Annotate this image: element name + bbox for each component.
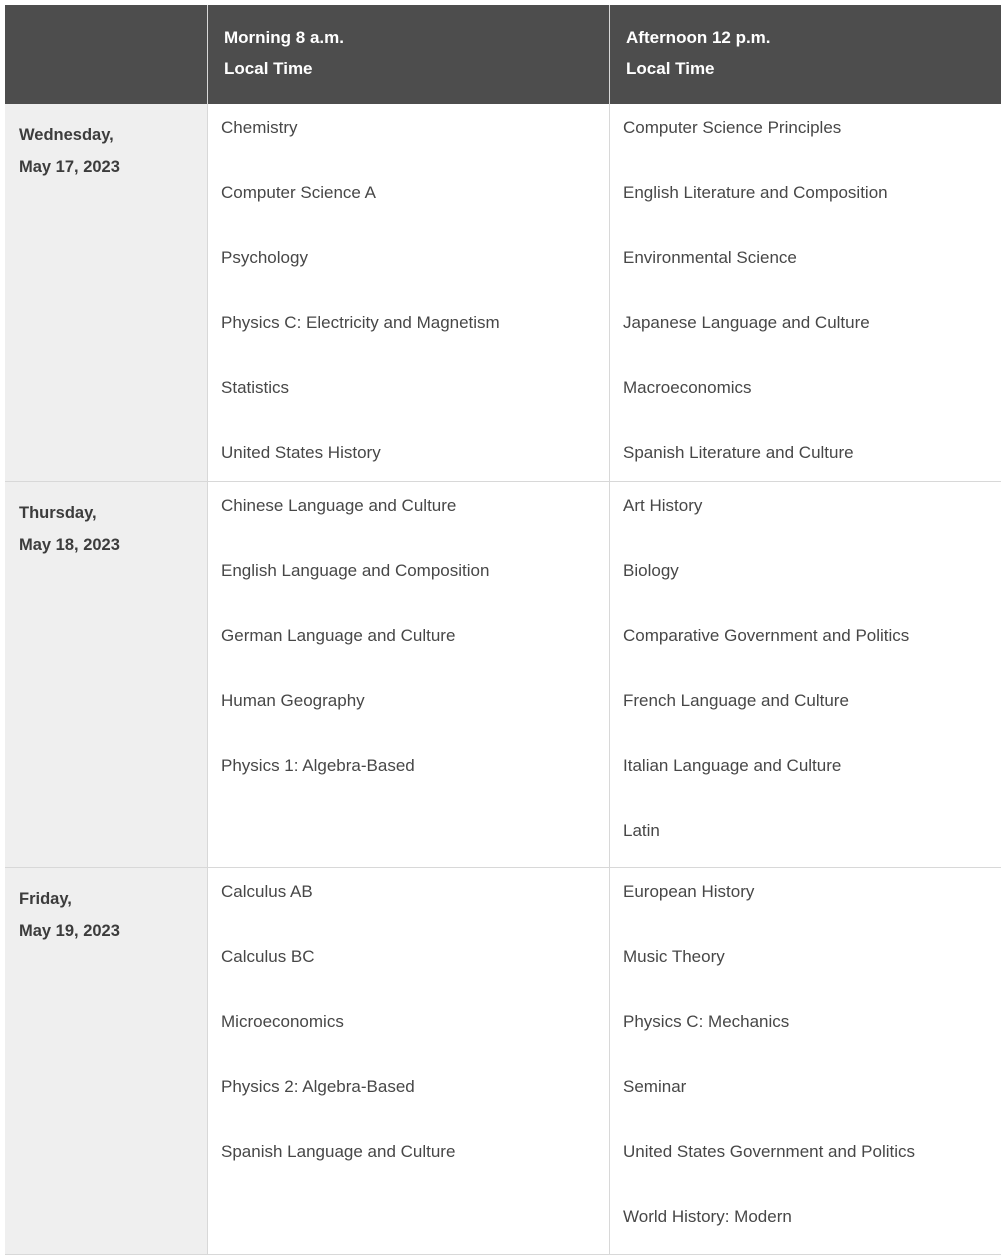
subject-item: Art History <box>623 495 703 515</box>
subject-item: United States History <box>221 442 381 462</box>
subject-item: Spanish Language and Culture <box>221 1141 456 1161</box>
subject-item: Statistics <box>221 377 290 397</box>
morning-subjects-wednesday <box>208 104 610 482</box>
subject-item: Physics 2: Algebra-Based <box>221 1076 415 1096</box>
subject-item: Biology <box>623 560 679 580</box>
subject-item: Computer Science Principles <box>623 117 842 137</box>
header-afternoon-line2: Local Time <box>626 59 715 79</box>
date-weekday: Friday, <box>19 889 72 908</box>
subject-item: Chemistry <box>221 117 298 137</box>
subject-item: Physics C: Electricity and Magnetism <box>221 312 500 332</box>
header-afternoon-line1: Afternoon 12 p.m. <box>626 28 771 47</box>
afternoon-subjects-thursday <box>610 481 1004 867</box>
date-full: May 17, 2023 <box>19 158 120 177</box>
subject-item: Comparative Government and Politics <box>623 625 910 645</box>
subject-item: German Language and Culture <box>221 625 456 645</box>
header-morning-line1: Morning 8 a.m. <box>224 28 344 47</box>
subject-item: Calculus BC <box>221 946 315 966</box>
subject-item: Japanese Language and Culture <box>623 312 870 332</box>
subject-item: Environmental Science <box>623 247 797 267</box>
morning-subjects-thursday <box>208 481 610 867</box>
subject-item: Psychology <box>221 247 308 267</box>
date-cell-wednesday <box>3 104 208 482</box>
subject-item: English Language and Composition <box>221 560 490 580</box>
date-cell-friday <box>3 867 208 1254</box>
subject-item: Calculus AB <box>221 881 313 901</box>
subject-item: Chinese Language and Culture <box>221 495 457 515</box>
date-weekday: Thursday, <box>19 503 97 522</box>
subject-item: English Literature and Composition <box>623 182 888 202</box>
subject-item: Physics 1: Algebra-Based <box>221 755 415 775</box>
subject-item: Music Theory <box>623 946 725 966</box>
date-weekday: Wednesday, <box>19 125 114 144</box>
subject-item: Italian Language and Culture <box>623 755 842 775</box>
subject-item: Physics C: Mechanics <box>623 1011 790 1031</box>
subject-item: Latin <box>623 820 660 840</box>
morning-subjects-friday <box>208 867 610 1254</box>
subject-item: United States Government and Politics <box>623 1141 915 1161</box>
afternoon-subjects-friday <box>610 867 1004 1254</box>
afternoon-subjects-wednesday <box>610 104 1004 482</box>
subject-item: Spanish Literature and Culture <box>623 442 854 462</box>
subject-item: Microeconomics <box>221 1011 344 1031</box>
header-morning-column <box>208 3 610 104</box>
subject-item: European History <box>623 881 755 901</box>
date-full: May 19, 2023 <box>19 922 120 941</box>
subject-item: Seminar <box>623 1076 687 1096</box>
header-date-column <box>3 3 208 104</box>
subject-item: Human Geography <box>221 690 365 710</box>
subject-item: Computer Science A <box>221 182 376 202</box>
table-row <box>3 867 1004 1254</box>
table-row <box>3 481 1004 867</box>
subject-item: French Language and Culture <box>623 690 849 710</box>
table-header <box>3 3 1004 104</box>
date-full: May 18, 2023 <box>19 536 120 555</box>
subject-item: World History: Modern <box>623 1206 792 1226</box>
table-body <box>3 104 1004 1255</box>
subject-item: Macroeconomics <box>623 377 752 397</box>
header-afternoon-column <box>610 3 1004 104</box>
header-morning-line2: Local Time <box>224 59 313 79</box>
table-row <box>3 104 1004 482</box>
header-row <box>3 3 1004 104</box>
date-cell-thursday <box>3 481 208 867</box>
